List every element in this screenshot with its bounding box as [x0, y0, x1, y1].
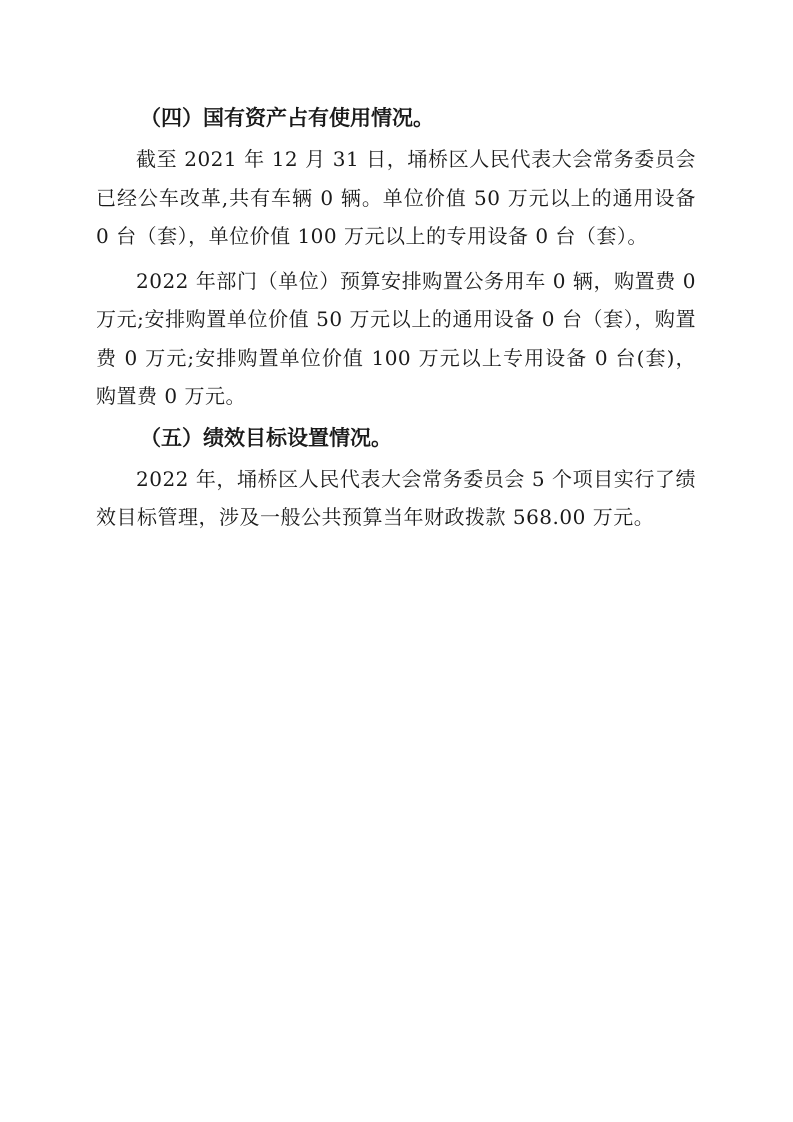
performance-paragraph: 2022 年，埇桥区人民代表大会常务委员会 5 个项目实行了绩效目标管理，涉及一般公共预算当年财政拨款 568.00 万元。 — [96, 466, 696, 529]
document-page — [96, 96, 696, 537]
assets-paragraph-budget: 2022 年部门（单位）预算安排购置公务用车 0 辆，购置费 0 万元;安排购置单位价值 50 万元以上的通用设备 0 台（套），购置费 0 万元;安排购置单位价值 100 万元以上专用设备 0 台(套)，购置费 0 万元。 — [96, 268, 696, 408]
assets-paragraph-vehicles: 截至 2021 年 12 月 31 日，埇桥区人民代表大会常务委员会已经公车改革,共有车辆 0 辆。单位价值 50 万元以上的通用设备 0 台（套），单位价值 100 万元以上的专用设备 0 台（套）。 — [96, 147, 696, 248]
section-heading-assets: （四）国有资产占有使用情况。 — [140, 106, 434, 130]
section-heading-performance: （五）绩效目标设置情况。 — [140, 425, 392, 450]
